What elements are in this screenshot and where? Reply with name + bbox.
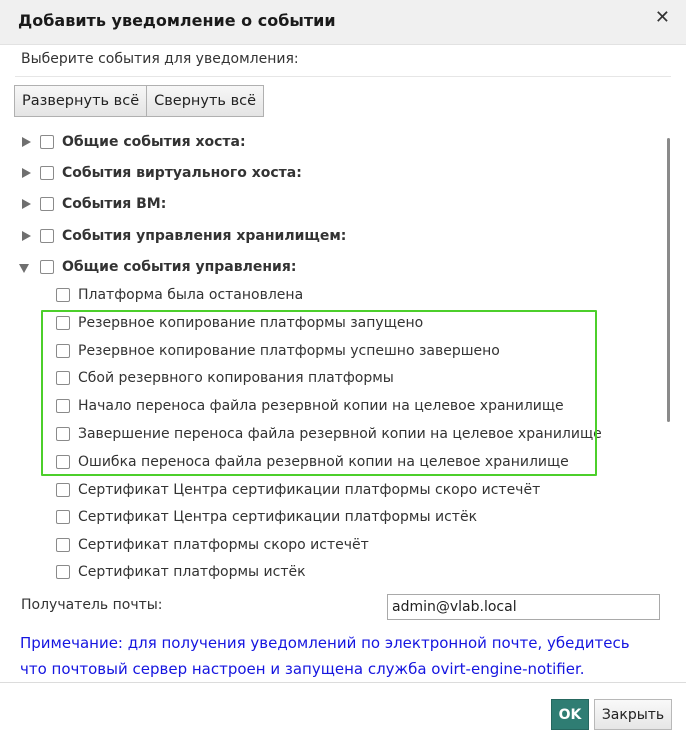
tree-group-management[interactable]	[18, 255, 296, 279]
group-label: Общие события управления:	[62, 259, 297, 275]
dialog-header	[0, 0, 686, 45]
event-checkbox[interactable]	[56, 483, 70, 497]
group-label: Общие события хоста:	[62, 134, 246, 150]
mail-note: Примечание: для получения уведомлений по электронной почте, убедитесь что почтовый сервер настроен и запущена служба ovirt-engine-notifier.	[20, 634, 630, 678]
dialog-title: Добавить уведомление о событии	[18, 11, 336, 30]
event-label: Сертификат платформы истёк	[78, 564, 306, 580]
tree-group-virtual-host[interactable]	[18, 161, 302, 185]
group-label: События ВМ:	[62, 196, 167, 212]
close-button[interactable]: Закрыть	[594, 699, 672, 730]
expand-arrow-icon[interactable]	[18, 165, 34, 181]
group-checkbox[interactable]	[40, 260, 54, 274]
event-label: Резервное копирование платформы успешно завершено	[78, 343, 500, 359]
collapse-arrow-icon[interactable]	[18, 259, 34, 275]
event-item[interactable]	[56, 560, 306, 584]
event-checkbox[interactable]	[56, 538, 70, 552]
event-checkbox[interactable]	[56, 565, 70, 579]
mail-recipient-input[interactable]	[387, 594, 660, 620]
footer-divider	[0, 682, 686, 683]
event-item[interactable]	[56, 505, 477, 529]
event-label: Сертификат Центра сертификации платформы истёк	[78, 509, 478, 525]
expand-arrow-icon[interactable]	[18, 196, 34, 212]
event-checkbox[interactable]	[56, 288, 70, 302]
group-label: События виртуального хоста:	[62, 165, 302, 181]
tree-group-storage[interactable]	[18, 224, 346, 248]
tree-scrollbar[interactable]	[667, 138, 670, 422]
expand-arrow-icon[interactable]	[18, 134, 34, 150]
event-label: Завершение переноса файла резервной копии на целевое хранилище	[78, 426, 602, 442]
event-label: Резервное копирование платформы запущено	[78, 315, 424, 331]
select-events-label: Выберите события для уведомления:	[21, 51, 299, 67]
collapse-all-button[interactable]: Свернуть всё	[147, 85, 264, 117]
group-checkbox[interactable]	[40, 229, 54, 243]
event-label: Платформа была остановлена	[78, 287, 304, 303]
expand-all-button[interactable]: Развернуть всё	[14, 85, 147, 117]
ok-button[interactable]: OK	[551, 699, 589, 730]
event-label: Ошибка переноса файла резервной копии на целевое хранилище	[78, 454, 569, 470]
event-label: Сертификат Центра сертификации платформы скоро истечёт	[78, 482, 541, 498]
group-checkbox[interactable]	[40, 135, 54, 149]
tree-group-vm[interactable]	[18, 192, 166, 216]
divider	[15, 76, 671, 77]
highlight-box	[41, 310, 597, 476]
expand-collapse-group	[14, 85, 264, 117]
event-label: Сертификат платформы скоро истечёт	[78, 537, 369, 553]
group-checkbox[interactable]	[40, 197, 54, 211]
event-label: Сбой резервного копирования платформы	[78, 370, 394, 386]
tree-group-host[interactable]	[18, 130, 246, 154]
close-icon[interactable]: ✕	[654, 7, 670, 28]
group-checkbox[interactable]	[40, 166, 54, 180]
expand-arrow-icon[interactable]	[18, 228, 34, 244]
event-label: Начало переноса файла резервной копии на целевое хранилище	[78, 398, 564, 414]
event-item[interactable]	[56, 533, 369, 557]
event-item[interactable]	[56, 283, 303, 307]
event-checkbox[interactable]	[56, 510, 70, 524]
group-label: События управления хранилищем:	[62, 228, 347, 244]
mail-recipient-label: Получатель почты:	[21, 597, 163, 613]
event-item[interactable]	[56, 478, 540, 502]
